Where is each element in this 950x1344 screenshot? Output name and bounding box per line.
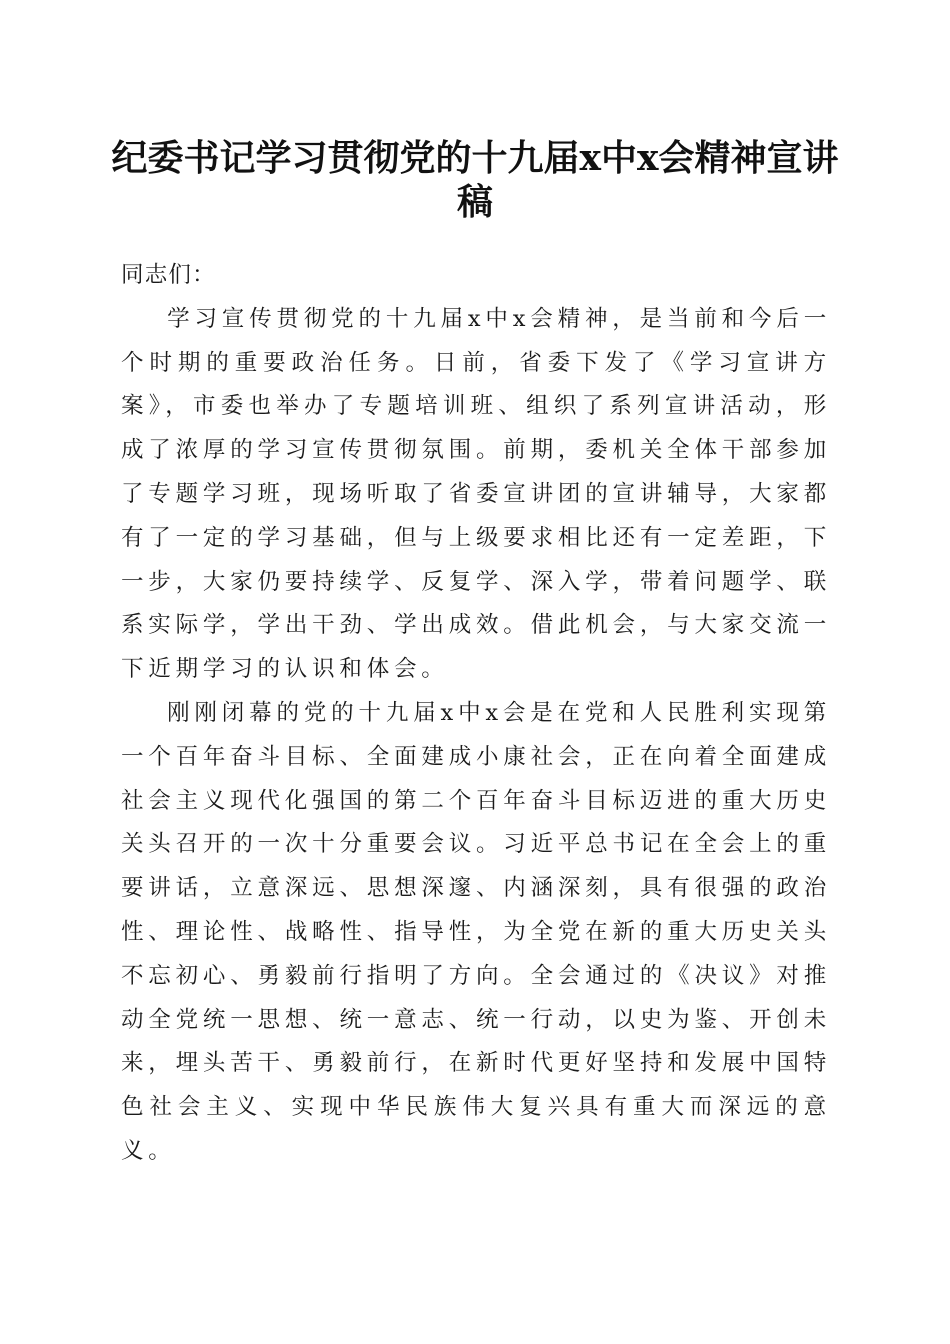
salutation: 同志们：	[121, 262, 216, 288]
document-title: 纪委书记学习贯彻党的十九届x中x会精神宣讲稿	[111, 137, 839, 223]
document-body	[121, 254, 831, 1174]
paragraph-2: 刚刚闭幕的党的十九届x中x会是在党和人民胜利实现第一个百年奋斗目标、全面建成小康社会，正在向着全面建成社会主义现代化强国的第二个百年奋斗目标迈进的重大历史关头召开的一次十分重要会议。习近平总书记在全会上的重要讲话，立意深远、思想深邃、内涵深刻，具有很强的政治性、理论性、战略性、指导性，为全党在新的重大历史关头不忘初心、勇毅前行指明了方向。全会通过的《决议》对推动全党统一思想、统一意志、统一行动，以史为鉴、开创未来，埋头苦干、勇毅前行，在新时代更好坚持和发展中国特色社会主义、实现中华民族伟大复兴具有重大而深远的意义。	[121, 699, 831, 1164]
paragraph-1: 学习宣传贯彻党的十九届x中x会精神，是当前和今后一个时期的重要政治任务。日前，省委下发了《学习宣讲方案》，市委也举办了专题培训班、组织了系列宣讲活动，形成了浓厚的学习宣传贯彻氛围。前期，委机关全体干部参加了专题学习班，现场听取了省委宣讲团的宣讲辅导，大家都有了一定的学习基础，但与上级要求相比还有一定差距，下一步，大家仍要持续学、反复学、深入学，带着问题学、联系实际学，学出干劲、学出成效。借此机会，与大家交流一下近期学习的认识和体会。	[121, 305, 831, 683]
